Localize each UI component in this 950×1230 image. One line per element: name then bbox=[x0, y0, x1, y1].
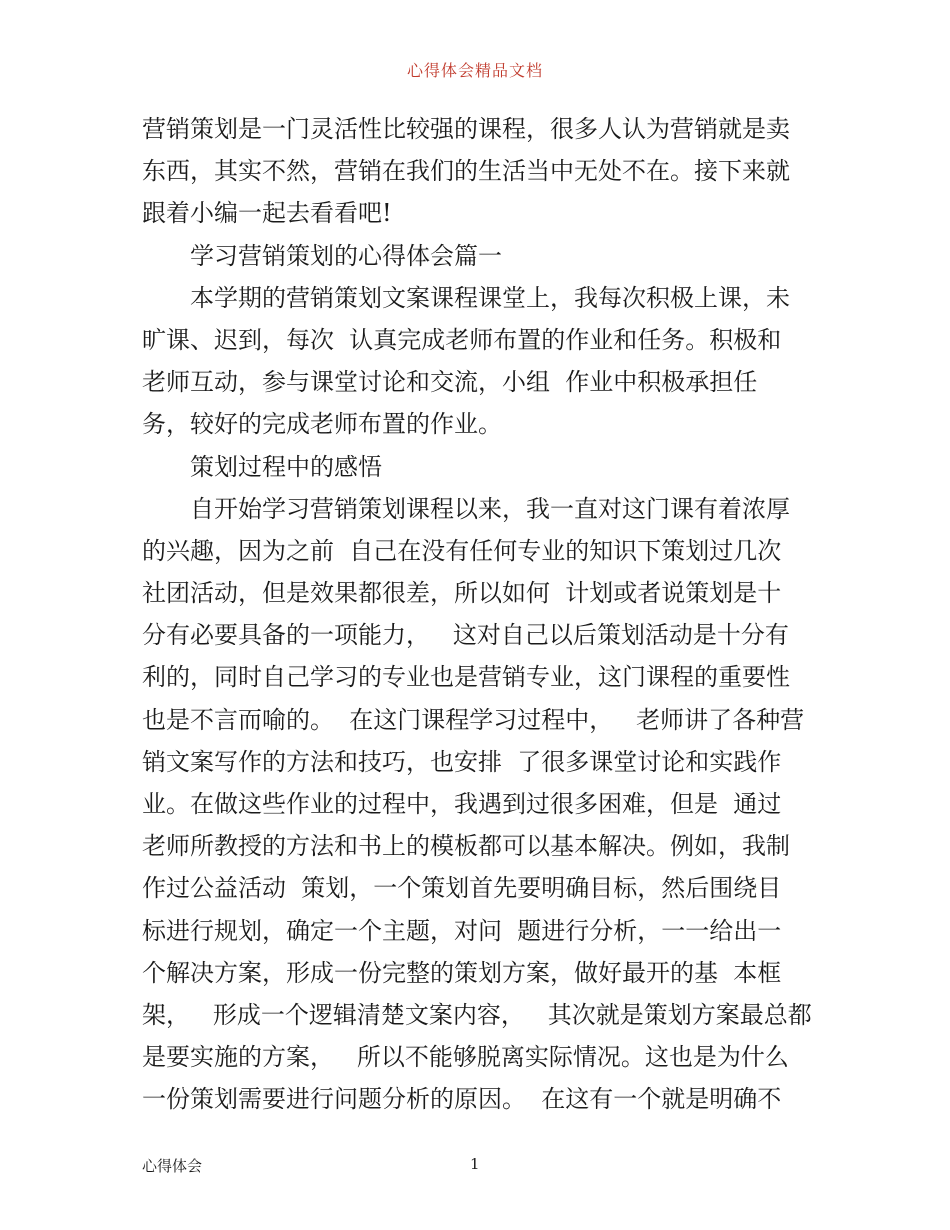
text-line: 本学期的营销策划文案课程课堂上，我每次积极上课，未 bbox=[190, 283, 790, 312]
text-line: 务，较好的完成老师布置的作业。 bbox=[142, 410, 502, 439]
text-line: 老师互动，参与课堂讨论和交流，小组 作业中积极承担任 bbox=[142, 368, 758, 397]
text-line: 业。在做这些作业的过程中，我遇到过很多困难，但是 通过 bbox=[142, 790, 782, 818]
text-line: 跟着小编一起去看看吧! bbox=[142, 199, 392, 228]
text-line: 是要实施的方案， 所以不能够脱离实际情况。这也是为什么 bbox=[142, 1043, 789, 1072]
text-line: 个解决方案，形成一份完整的策划方案，做好最开的基 本框 bbox=[142, 958, 782, 987]
text-line: 也是不言而喻的。 在这门课程学习过程中， 老师讲了各种营 bbox=[142, 705, 805, 734]
section-heading: 策划过程中的感悟 bbox=[190, 452, 382, 481]
text-line: 的兴趣，因为之前 自己在没有任何专业的知识下策划过几次 bbox=[142, 536, 782, 565]
text-line: 架， 形成一个逻辑清楚文案内容， 其次就是策划方案最总都 bbox=[142, 1000, 812, 1029]
text-line: 销文案写作的方法和技巧，也安排 了很多课堂讨论和实践作 bbox=[142, 747, 782, 776]
text-line: 标进行规划，确定一个主题，对问 题进行分析，一一给出一 bbox=[142, 916, 782, 945]
text-line: 社团活动，但是效果都很差，所以如何 计划或者说策划是十 bbox=[142, 579, 782, 608]
text-line: 作过公益活动 策划，一个策划首先要明确目标，然后围绕目 bbox=[142, 874, 782, 903]
section-heading: 学习营销策划的心得体会篇一 bbox=[190, 241, 502, 270]
text-line: 自开始学习营销策划课程以来，我一直对这门课有着浓厚 bbox=[190, 494, 790, 523]
page-footer-label: 心得体会 bbox=[142, 1157, 203, 1175]
text-line: 老师所教授的方法和书上的模板都可以基本解决。例如，我制 bbox=[142, 832, 790, 861]
text-line: 营销策划是一门灵活性比较强的课程，很多人认为营销就是卖 bbox=[142, 115, 790, 143]
text-line: 利的，同时自己学习的专业也是营销专业，这门课程的重要性 bbox=[142, 663, 790, 692]
body-text bbox=[142, 108, 817, 1121]
text-line: 分有必要具备的一项能力， 这对自己以后策划活动是十分有 bbox=[142, 621, 789, 650]
page-number: 1 bbox=[470, 1155, 480, 1173]
text-line: 一份策划需要进行问题分析的原因。 在这有一个就是明确不 bbox=[142, 1085, 782, 1114]
page-header: 心得体会精品文档 bbox=[406, 61, 543, 80]
text-line: 旷课、迟到，每次 认真完成老师布置的作业和任务。积极和 bbox=[142, 325, 782, 354]
text-line: 东西，其实不然，营销在我们的生活当中无处不在。接下来就 bbox=[142, 157, 790, 186]
